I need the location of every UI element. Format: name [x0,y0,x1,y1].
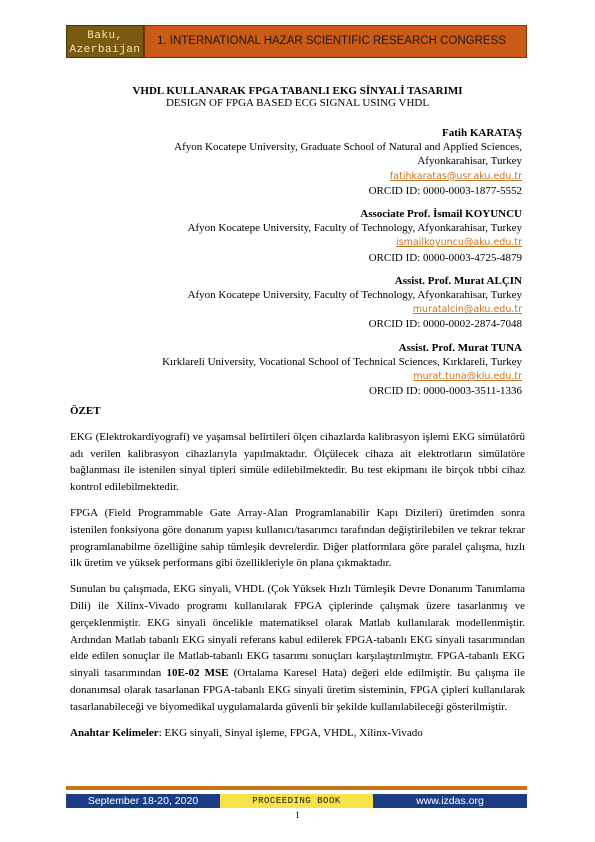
author-affiliation: Afyon Kocatepe University, Graduate School of Natural and Applied Sciences, [174,141,522,154]
author-orcid: ORCID ID: 0000-0003-3511-1336 [369,385,522,398]
page-footer [66,794,527,808]
author-name: Assist. Prof. Murat TUNA [398,341,522,354]
author-affiliation-city: Afyonkarahisar, Turkey [417,155,522,168]
congress-title: 1. INTERNATIONAL HAZAR SCIENTIFIC RESEARCH CONGRESS [144,25,527,58]
author-affiliation: Afyon Kocatepe University, Faculty of Technology, Afyonkarahisar, Turkey [187,222,522,235]
paper-title-tr: VHDL KULLANARAK FPGA TABANLI EKG SİNYALİ TASARIMI [132,85,463,97]
location-city: Baku, [87,30,123,42]
author-affiliation: Kırklareli University, Vocational School of Technical Sciences, Kırklareli, Turkey [162,355,522,368]
mse-value: 10E-02 MSE [166,667,229,680]
author-email-link[interactable]: muratalcin@aku.edu.tr [412,304,522,316]
keywords-label: Anahtar Kelimeler [70,726,159,739]
keywords-list: : EKG sinyali, Sinyal işleme, FPGA, VHDL, Xilinx-Vivado [158,726,423,739]
author-orcid: ORCID ID: 0000-0003-1877-5552 [368,184,522,197]
abstract-paragraph [70,581,525,715]
abstract-paragraph: EKG (Elektrokardiyografi) ve yaşamsal belirtileri ölçen cihazlarda kalibrasyon işlemi EKG simülatörü adı verilen kalibrasyon cihazlarıyla yapılmaktadır. Ölçülecek cihaza ait elektrotların simülatöre bağlanması ile istenilen sinyal tipleri simüle edilebilmektedir. Bu test ekipmanı ile birçok tıbbi cihaz kontrol edilebilmektedir. [70,430,525,494]
abstract-paragraph: FPGA (Field Programmable Gate Array-Alan Programlanabilir Kapı Dizileri) üretimden sonra istenilen fonksiyona göre donanım yapısı kullanıcı/tasarımcı tarafından değiştirilebilen ve tekrar tekrar programlanabilme özelliğine sahip tümleşik devrelerdir. Diğer platformlara göre paralel çalışma, hızlı ilk üretim ve yüksek performans gibi özellikleriyle ön plana çıkmaktadır. [70,506,525,570]
author-block [62,274,522,332]
author-affiliation: Afyon Kocatepe University, Faculty of Technology, Afyonkarahisar, Turkey [187,289,522,302]
abstract-section [70,403,525,741]
footer-date: September 18-20, 2020 [66,794,220,808]
author-email-link[interactable]: murat.tuna@klu.edu.tr [413,371,522,383]
paragraph-text: Sunulan bu çalışmada, EKG sinyali, VHDL (Çok Yüksek Hızlı Tümleşik Devre Donanımı Tanımlama Dili) ile Xilinx-Vivado programı kullanılarak FPGA çiplerinde çalışmak üzere tasarlanmış ve gerçeklenmiştir. EKG sinyali öncelikle matematiksel olarak Matlab kullanılarak modellenmiştir. Ardından Matlab tabanlı EKG sinyali referans kabul edilerek FPGA-tabanlı EKG sinyali tasarımından elde edilen sonuçlar ile Matlab-tabanlı EKG tasarımı sonuçları karşılaştırılmıştır. FPGA-tabanlı EKG sinyali tasarımından [70,583,525,680]
paper-title-en: DESIGN OF FPGA BASED ECG SIGNAL USING VHDL [165,97,430,109]
location-country: Azerbaijan [69,44,141,56]
author-email-link[interactable]: ismailkoyuncu@aku.edu.tr [396,237,522,249]
page-number: 1 [295,810,300,820]
footer-website-link[interactable]: www.izdas.org [373,794,527,808]
author-list [62,126,522,407]
location-badge [66,25,144,58]
author-email-link[interactable]: fatihkaratas@usr.aku.edu.tr [389,170,522,182]
paragraph-text: (Ortalama Karesel Hata) değeri elde edilmiştir. Bu çalışma ile donanımsal olarak tasarlanan FPGA-tabanlı EKG sinyali üretim sisteminin, FPGA çipleri kullanılarak tasarlanabileceği ve biyomedikal uygulamalarda güvenli bir şekilde kullanılabileceği gösterilmiştir. [70,667,525,713]
author-block [62,126,522,198]
keywords [70,725,525,742]
footer-proceeding-label: PROCEEDING BOOK [220,794,373,808]
author-name: Assist. Prof. Murat ALÇIN [394,274,522,287]
author-name: Fatih KARATAŞ [442,127,522,139]
author-block [62,341,522,399]
author-block [62,207,522,265]
author-orcid: ORCID ID: 0000-0002-2874-7048 [368,318,522,331]
congress-header [66,25,527,58]
footer-divider [66,786,527,790]
abstract-heading: ÖZET [70,405,101,417]
author-orcid: ORCID ID: 0000-0003-4725-4879 [368,251,522,264]
author-name: Associate Prof. İsmail KOYUNCU [360,208,522,221]
